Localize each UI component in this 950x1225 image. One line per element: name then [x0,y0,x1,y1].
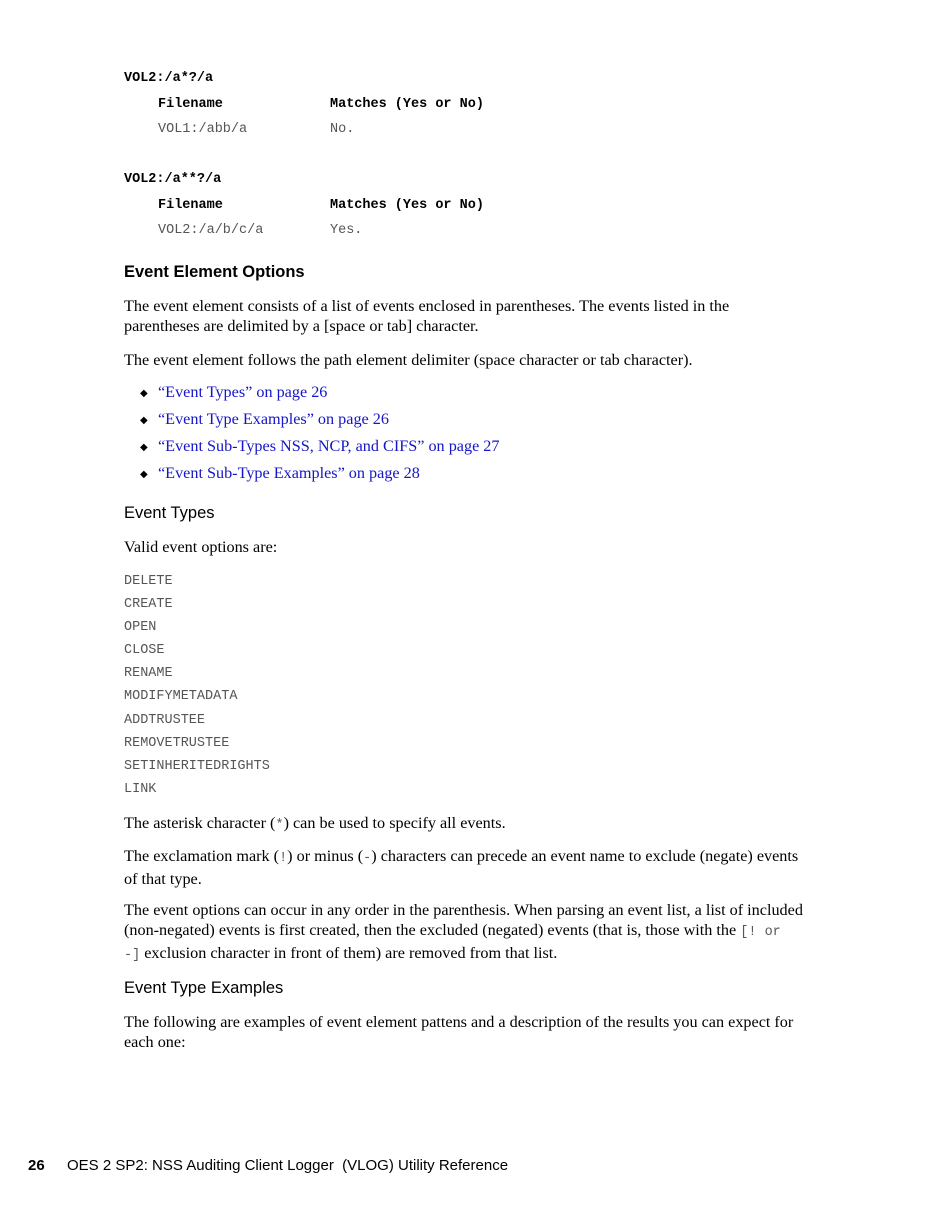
filename-header: Filename [158,198,223,213]
event-option: REMOVETRUSTEE [124,736,230,751]
text-run: ) or minus ( [287,847,364,865]
event-option: CREATE [124,597,173,612]
link-event-sub-types[interactable]: “Event Sub-Types NSS, NCP, and CIFS” on page 27 [158,437,500,455]
order-paragraph [124,900,804,966]
bullet-icon: ◆ [140,442,148,453]
event-option: LINK [124,782,157,797]
event-option: MODIFYMETADATA [124,689,238,704]
text-run: The exclamation mark ( [124,847,280,865]
page-number: 26 [28,1157,45,1174]
pattern-example-1: VOL2:/a*?/a [124,71,214,86]
link-event-type-examples[interactable]: “Event Type Examples” on page 26 [158,410,389,428]
matches-header: Matches (Yes or No) [330,97,484,112]
section-paragraph-1: The event element consists of a list of events enclosed in parentheses. The events listed in the parentheses are delimited by a [space or tab] character. [124,297,730,335]
matches-cell: Yes. [330,223,363,238]
event-option: ADDTRUSTEE [124,713,206,728]
pattern-example-2: VOL2:/a**?/a [124,172,222,187]
code-asterisk: * [275,818,284,833]
code-exclamation: ! [279,851,288,866]
section-heading: Event Element Options [124,263,305,281]
matches-header: Matches (Yes or No) [330,198,484,213]
bullet-icon: ◆ [140,415,148,426]
text-run: ) can be used to specify all events. [283,814,506,832]
section-paragraph-2: The event element follows the path element delimiter (space character or tab character). [124,351,693,369]
asterisk-paragraph [124,813,804,836]
code-exclusion: [! or -] [124,925,781,963]
event-option: OPEN [124,620,157,635]
text-run: exclusion character in front of them) are removed from that list. [140,944,558,962]
footer-title: OES 2 SP2: NSS Auditing Client Logger (VLOG) Utility Reference [67,1157,509,1174]
bullet-icon: ◆ [140,388,148,399]
event-option: CLOSE [124,643,165,658]
text-run: The event options can occur in any order in the parenthesis. When parsing an event list, a list of included (non-negated) events is first created, then the excluded (negated) events (that is, those with the [124,901,803,939]
code-minus: - [363,851,372,866]
matches-cell: No. [330,122,355,137]
filename-header: Filename [158,97,223,112]
link-event-types[interactable]: “Event Types” on page 26 [158,383,328,401]
filename-cell: VOL1:/abb/a [158,122,248,137]
event-type-examples-paragraph: The following are examples of event element pattens and a description of the results you can expect for each one: [124,1013,794,1051]
event-types-intro: Valid event options are: [124,538,278,556]
text-run: ) characters can precede an event name to exclude (negate) events of that type. [124,847,799,888]
exclamation-paragraph [124,846,804,889]
event-option: DELETE [124,574,173,589]
filename-cell: VOL2:/a/b/c/a [158,223,264,238]
text-run: The asterisk character ( [124,814,276,832]
event-types-heading: Event Types [124,504,215,522]
event-option: SETINHERITEDRIGHTS [124,759,270,774]
event-type-examples-heading: Event Type Examples [124,979,284,997]
bullet-icon: ◆ [140,469,148,480]
event-option: RENAME [124,666,173,681]
link-event-sub-type-examples[interactable]: “Event Sub-Type Examples” on page 28 [158,464,420,482]
